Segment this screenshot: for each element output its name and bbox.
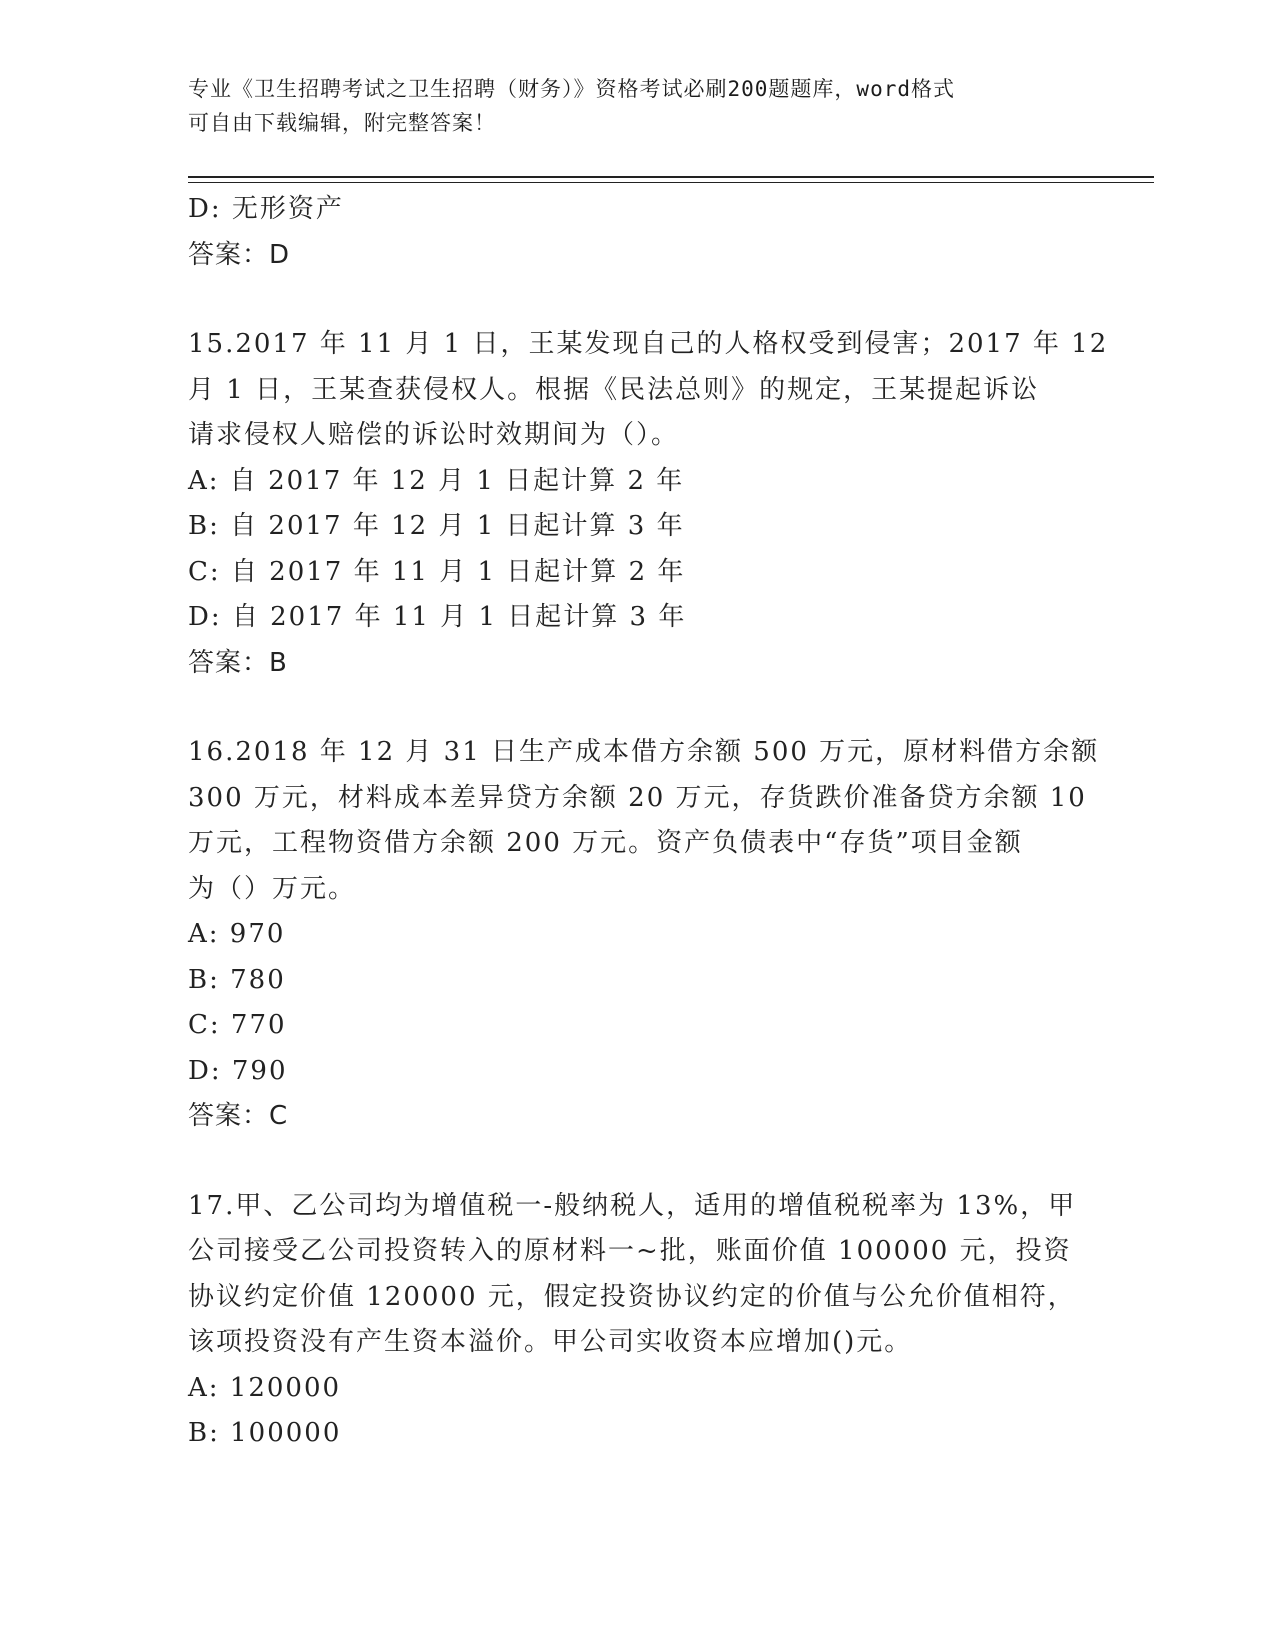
option-d: D: 自 2017 年 11 月 1 日起计算 3 年 xyxy=(188,602,687,632)
header-divider-thick xyxy=(188,176,1154,178)
question-stem-line: 300 万元，材料成本差异贷方余额 20 万元，存货跌价准备贷方余额 10 xyxy=(188,782,1087,813)
question-content xyxy=(188,187,1109,1457)
question-stem-line: 协议约定价值 120000 元，假定投资协议约定的价值与公允价值相符， xyxy=(188,1281,1076,1312)
header-line-1: 专业《卫生招聘考试之卫生招聘（财务）》资格考试必刷200题题库，word格式 xyxy=(188,77,955,101)
question-16 xyxy=(188,730,1100,1140)
answer-line: 答案：D xyxy=(188,239,291,270)
question-stem-line: 该项投资没有产生资本溢价。甲公司实收资本应增加()元。 xyxy=(188,1327,913,1357)
previous-question-tail xyxy=(188,187,1088,278)
answer-line: 答案：B xyxy=(188,647,288,678)
question-stem-line: 月 1 日，王某查获侵权人。根据《民法总则》的规定，王某提起诉讼 xyxy=(188,374,1040,405)
question-15 xyxy=(188,322,1109,686)
option-a: A: 970 xyxy=(188,919,286,949)
question-stem-line: 为（）万元。 xyxy=(188,873,357,904)
question-stem-line: 万元，工程物资借方余额 200 万元。资产负债表中“存货”项目金额 xyxy=(188,828,1023,858)
option-a: A: 自 2017 年 12 月 1 日起计算 2 年 xyxy=(188,465,685,496)
option-c: C: 自 2017 年 11 月 1 日起计算 2 年 xyxy=(188,556,686,587)
question-stem-line: 17.甲、乙公司均为增值税一-般纳税人，适用的增值税税率为 13%，甲 xyxy=(188,1190,1077,1221)
header-line-2: 可自由下载编辑，附完整答案！ xyxy=(188,111,496,135)
option-c: C: 770 xyxy=(188,1010,287,1040)
question-17 xyxy=(188,1184,1088,1457)
question-stem-line: 16.2018 年 12 月 31 日生产成本借方余额 500 万元，原材料借方余额 xyxy=(188,737,1100,767)
option-d: D: 无形资产 xyxy=(188,194,344,224)
header-divider-thin xyxy=(188,182,1154,183)
answer-line: 答案：C xyxy=(188,1101,289,1131)
option-b: B: 100000 xyxy=(188,1418,342,1448)
option-b: B: 780 xyxy=(188,964,286,995)
spacer xyxy=(188,1140,1088,1184)
question-stem-line: 15.2017 年 11 月 1 日，王某发现自己的人格权受到侵害；2017 年 12 xyxy=(188,329,1109,359)
option-a: A: 120000 xyxy=(188,1372,342,1403)
question-stem-line: 公司接受乙公司投资转入的原材料一~批，账面价值 100000 元，投资 xyxy=(188,1236,1072,1266)
spacer xyxy=(188,278,1088,322)
spacer xyxy=(188,686,1088,730)
option-b: B: 自 2017 年 12 月 1 日起计算 3 年 xyxy=(188,511,685,541)
option-d: D: 790 xyxy=(188,1055,288,1086)
question-stem-line: 请求侵权人赔偿的诉讼时效期间为（）。 xyxy=(188,420,680,450)
document-header xyxy=(188,72,1088,140)
